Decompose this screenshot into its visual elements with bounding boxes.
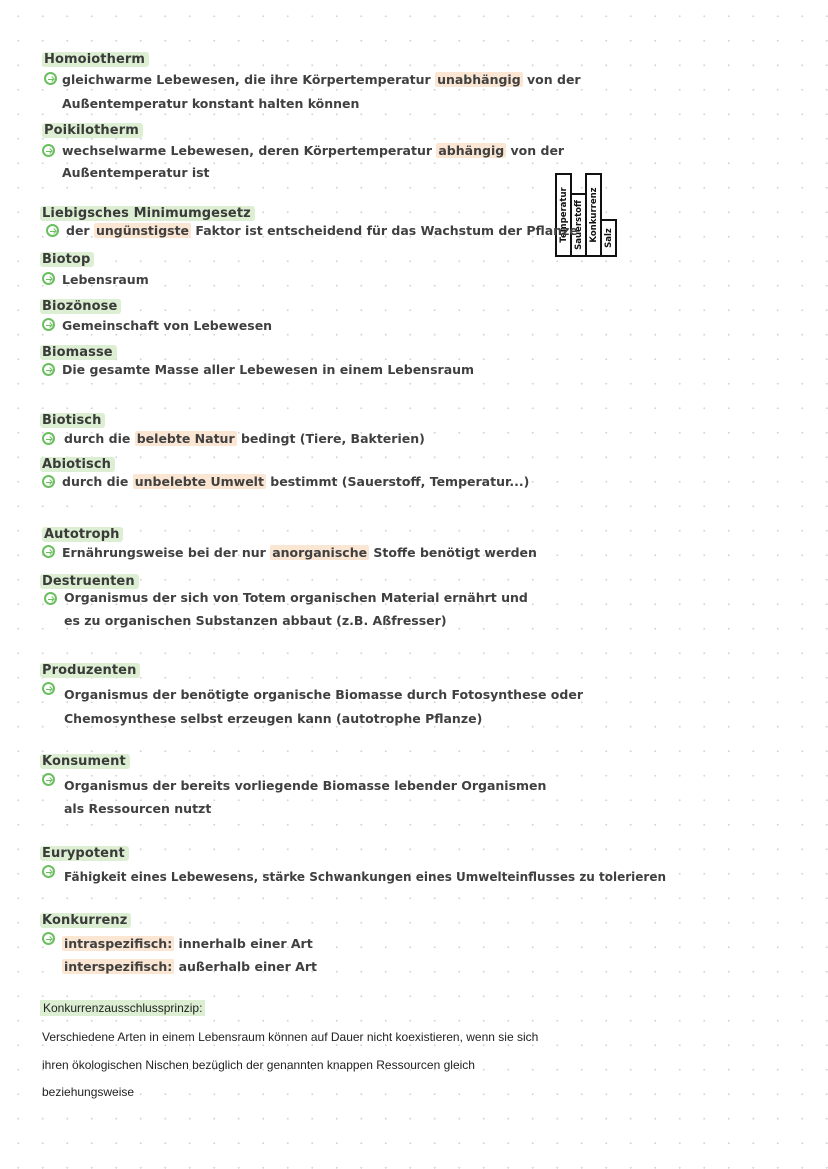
term-homoiotherm: Homoiotherm bbox=[42, 52, 149, 67]
arrow-icon bbox=[42, 932, 55, 945]
term-eurypotent: Eurypotent bbox=[40, 846, 129, 861]
arrow-icon bbox=[42, 144, 55, 157]
arrow-icon bbox=[42, 432, 55, 445]
definition-line: interspezifisch: außerhalb einer Art bbox=[64, 959, 317, 974]
book-temperatur: Temperatur bbox=[555, 173, 572, 257]
highlight: intraspezifisch: bbox=[64, 936, 173, 951]
term-liebig: Liebigsches Minimumgesetz bbox=[40, 206, 255, 221]
arrow-icon bbox=[46, 224, 59, 237]
highlight: unabhängig bbox=[437, 72, 521, 87]
definition-line: gleichwarme Lebewesen, die ihre Körpertemperatur unabhängig von der bbox=[62, 72, 581, 87]
highlight: abhängig bbox=[438, 143, 505, 158]
arrow-icon bbox=[42, 682, 55, 695]
definition-line: intraspezifisch: innerhalb einer Art bbox=[64, 936, 313, 951]
arrow-icon bbox=[42, 475, 55, 488]
highlight: interspezifisch: bbox=[64, 959, 173, 974]
arrow-icon bbox=[42, 545, 55, 558]
highlight: anorganische bbox=[272, 545, 368, 560]
definition-line: Außentemperatur konstant halten können bbox=[62, 96, 360, 111]
definition-line: Organismus der benötigte organische Biomasse durch Fotosynthese oder bbox=[64, 687, 583, 702]
definition-line: Fähigkeit eines Lebewesens, stärke Schwankungen eines Umwelteinflusses zu tolerieren bbox=[64, 870, 667, 884]
definition-line: Ernährungsweise bei der nur anorganische Stoffe benötigt werden bbox=[62, 545, 537, 560]
arrow-icon bbox=[42, 865, 55, 878]
term-konkurrenz: Konkurrenz bbox=[40, 913, 131, 928]
term-biotisch: Biotisch bbox=[40, 413, 105, 428]
definition-line: Lebensraum bbox=[62, 272, 149, 287]
term-biotop: Biotop bbox=[40, 252, 94, 267]
definition-line: Die gesamte Masse aller Lebewesen in einem Lebensraum bbox=[62, 362, 475, 377]
definition-line: Organismus der bereits vorliegende Biomasse lebender Organismen bbox=[64, 778, 547, 793]
arrow-icon bbox=[42, 318, 55, 331]
arrow-icon bbox=[42, 773, 55, 786]
term-autotroph: Autotroph bbox=[42, 527, 123, 542]
highlight: ungünstigste bbox=[95, 223, 190, 238]
term-produzenten: Produzenten bbox=[40, 663, 140, 678]
term-biozoenose: Biozönose bbox=[40, 299, 121, 314]
book-konkurrenz: Konkurrenz bbox=[585, 173, 602, 257]
term-konsument: Konsument bbox=[40, 754, 130, 769]
term-biomasse: Biomasse bbox=[40, 345, 117, 360]
definition-line: durch die belebte Natur bedingt (Tiere, Bakterien) bbox=[64, 431, 425, 446]
typed-heading: Konkurrenzausschlussprinzip: bbox=[40, 1000, 205, 1016]
definition-line: wechselwarme Lebewesen, deren Körpertemperatur abhängig von der bbox=[62, 143, 565, 158]
definition-line: durch die unbelebte Umwelt bestimmt (Sauerstoff, Temperatur...) bbox=[62, 474, 530, 489]
definition-line: Chemosynthese selbst erzeugen kann (autotrophe Pflanze) bbox=[64, 711, 483, 726]
definition-line: der ungünstigste Faktor ist entscheidend für das Wachstum der Pflanze bbox=[66, 223, 578, 238]
term-abiotisch: Abiotisch bbox=[40, 457, 115, 472]
arrow-icon bbox=[42, 272, 55, 285]
arrow-icon bbox=[42, 363, 55, 376]
arrow-icon bbox=[44, 592, 57, 605]
book-sauerstoff: Sauerstoff bbox=[570, 193, 587, 257]
highlight: unbelebte Umwelt bbox=[134, 474, 264, 489]
typed-paragraph-line: Verschiedene Arten in einem Lebensraum können auf Dauer nicht koexistieren, wenn sie sich bbox=[42, 1030, 539, 1044]
definition-line: es zu organischen Substanzen abbaut (z.B. Aßfresser) bbox=[64, 613, 447, 628]
arrow-icon bbox=[44, 72, 57, 85]
term-poikilotherm: Poikilotherm bbox=[42, 123, 143, 138]
books-illustration bbox=[555, 173, 617, 257]
term-destruenten: Destruenten bbox=[40, 574, 139, 589]
definition-line: Außentemperatur ist bbox=[62, 165, 210, 180]
definition-line: Gemeinschaft von Lebewesen bbox=[62, 318, 273, 333]
typed-paragraph-line: ihren ökologischen Nischen bezüglich der genannten knappen Ressourcen gleich bbox=[42, 1058, 475, 1072]
book-salz: Salz bbox=[600, 219, 617, 257]
typed-paragraph-line: beziehungsweise bbox=[42, 1085, 135, 1099]
definition-line: Organismus der sich von Totem organischen Material ernährt und bbox=[64, 590, 528, 605]
highlight: belebte Natur bbox=[136, 431, 235, 446]
definition-line: als Ressourcen nutzt bbox=[64, 801, 212, 816]
